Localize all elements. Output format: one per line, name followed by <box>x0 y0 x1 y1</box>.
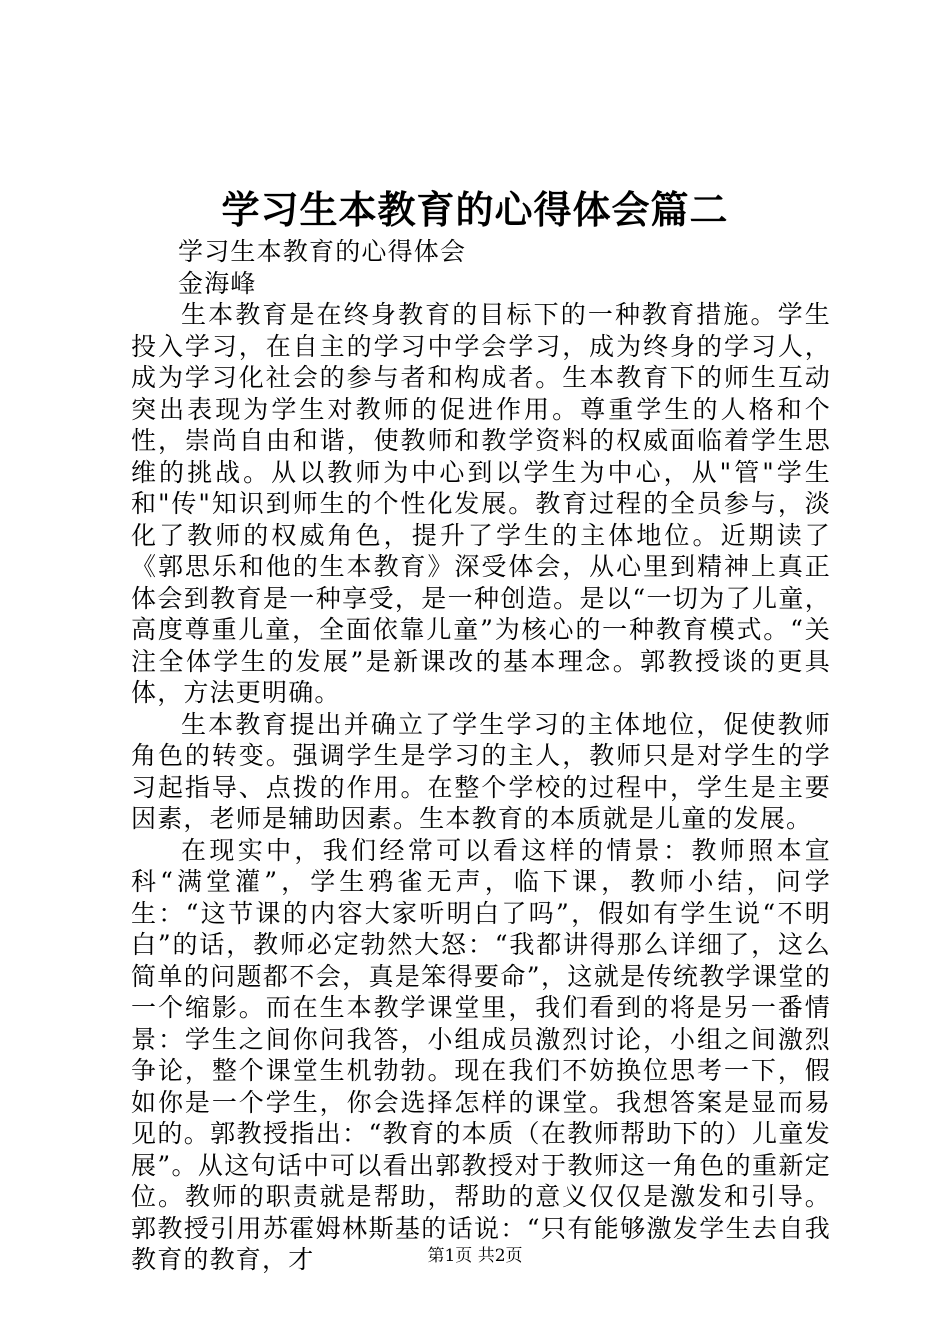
document-author: 金海峰 <box>178 268 257 298</box>
document-title: 学习生本教育的心得体会篇二 <box>221 188 729 232</box>
paragraph-3: 在现实中，我们经常可以看这样的情景：教师照本宣科“满堂灌”，学生鸦雀无声，临下课，教师小结，问学生：“这节课的内容大家听明白了吗”，假如有学生说“不明白”的话，教师必定勃然大怒：“我都讲得那么详细了，这么简单的问题都不会，真是笨得要命”，这就是传统教学课堂的一个缩影。而在生本教学课堂里，我们看到的将是另一番情景：学生之间你问我答，小组成员激烈讨论，小组之间激烈争论，整个课堂生机勃勃。现在我们不妨换位思考一下，假如你是一个学生，你会选择怎样的课堂。我想答案是显而易见的。郭教授指出：“教育的本质（在教师帮助下的）儿童发展”。从这句话中可以看出郭教授对于教师这一角色的重新定位。教师的职责就是帮助，帮助的意义仅仅是激发和引导。郭教授引用苏霍姆林斯基的话说：“只有能够激发学生去自我教育的教育，才 <box>131 835 831 1274</box>
paragraph-1: 生本教育是在终身教育的目标下的一种教育措施。学生投入学习，在自主的学习中学会学习，成为终身的学习人，成为学习化社会的参与者和构成者。生本教育下的师生互动突出表现为学生对教师的促进作用。尊重学生的人格和个性，崇尚自由和谐，使教师和教学资料的权威面临着学生思维的挑战。从以教师为中心到以学生为中心，从"管"学生和"传"知识到师生的个性化发展。教育过程的全员参与，淡化了教师的权威角色，提升了学生的主体地位。近期读了《郭思乐和他的生本教育》深受体会，从心里到精神上真正体会到教育是一种享受，是一种创造。是以“一切为了儿童，高度尊重儿童，全面依靠儿童”为核心的一种教育模式。“关注全体学生的发展”是新课改的基本理念。郭教授谈的更具体，方法更明确。 <box>131 300 831 707</box>
paragraph-2: 生本教育提出并确立了学生学习的主体地位，促使教师角色的转变。强调学生是学习的主人，教师只是对学生的学习起指导、点拨的作用。在整个学校的过程中，学生是主要因素，老师是辅助因素。生本教育的本质就是儿童的发展。 <box>131 709 831 833</box>
document-body <box>131 236 831 1276</box>
page-number-footer: 第1页 共2页 <box>427 1246 523 1266</box>
document-subtitle: 学习生本教育的心得体会 <box>178 237 467 266</box>
